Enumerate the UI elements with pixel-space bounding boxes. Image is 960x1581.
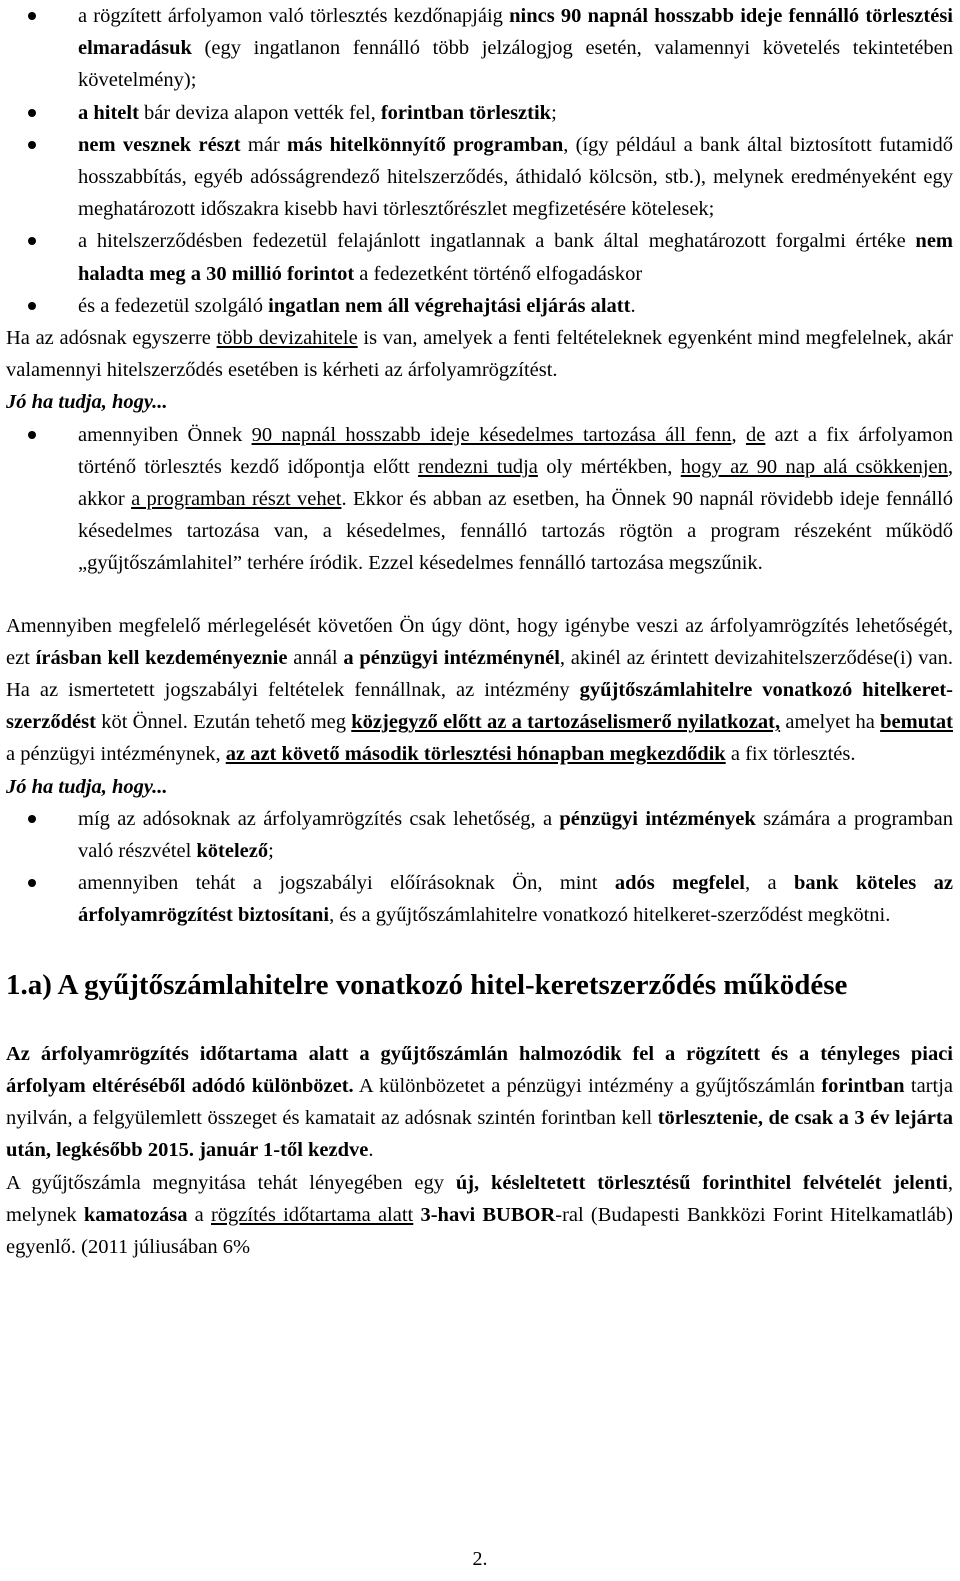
text-run: ;	[268, 840, 274, 863]
text-run: kötelező	[196, 840, 269, 863]
text-run: a rögzített árfolyamon való törlesztés kezdőnapjáig	[78, 5, 510, 27]
page-number: 2.	[472, 1548, 488, 1570]
text-run: míg az adósoknak az árfolyamrögzítés csak lehetőség, a	[78, 807, 560, 830]
multiple-loans-paragraph	[6, 322, 953, 386]
text-run: Az árfolyamrögzítés időtartama alatt a gyűjtőszámlán halmozódik fel a rögzített és a tényleges piaci árfolyam eltéréséből adódó különbözet.	[6, 1042, 953, 1097]
bullet-icon	[28, 815, 36, 823]
text-run: ,	[731, 423, 746, 446]
text-run: és a fedezetül szolgáló	[78, 294, 269, 317]
text-run: , melynek	[6, 1171, 953, 1226]
text-run: A gyűjtőszámla megnyitása tehát lényegében egy	[6, 1171, 456, 1194]
text-run: a fix törlesztés.	[725, 743, 856, 766]
bullet-icon	[28, 109, 36, 117]
condition-text	[78, 5, 953, 91]
bullet-icon	[28, 302, 36, 310]
difference-paragraph	[6, 1038, 953, 1167]
text-run: más hitelkönnyítő programban	[287, 133, 564, 156]
text-run: Ha az adósnak egyszerre	[6, 327, 217, 350]
condition-text	[78, 102, 557, 124]
text-run: bank köteles az árfolyamrögzítést biztosítani	[78, 872, 953, 927]
text-run: nem haladta meg a 30 millió forintot	[78, 230, 953, 285]
text-run: a	[187, 1203, 211, 1226]
condition-text	[78, 230, 953, 284]
text-run: közjegyző előtt az a tartozáselismerő nyilatkozat,	[351, 711, 781, 734]
account-opening-paragraph	[6, 1167, 953, 1264]
good-to-know-text	[78, 808, 953, 862]
text-run: forintban	[821, 1074, 905, 1097]
text-run: több devizahitele	[216, 327, 358, 350]
text-run: A különbözetet a pénzügyi intézmény a gyűjtőszámlán	[353, 1074, 822, 1097]
text-run: bár deviza alapon vették fel,	[138, 101, 381, 124]
text-run: új, késleltetett törlesztésű forinthitel felvételét jelenti	[455, 1171, 948, 1194]
text-run: rögzítés időtartama alatt	[210, 1203, 414, 1226]
text-run: . Ekkor és abban az esetben, ha Önnek 90 napnál rövidebb ideje fennálló késedelmes tartozása van, a késedelmes, fennálló tartozás rögtön a program részeként működő „gyűjtőszámlahitel” terhére íródik. Ezzel késedelmes fennálló tartozása megszűnik.	[78, 488, 953, 575]
text-run: .	[368, 1139, 374, 1162]
condition-item-4	[6, 225, 953, 289]
condition-text	[78, 134, 953, 220]
condition-item-3	[6, 129, 953, 226]
text-run: kamatozása	[83, 1203, 188, 1226]
text-run: forintban törlesztik	[380, 101, 552, 124]
text-run: , a	[744, 872, 795, 895]
document-page	[6, 0, 953, 1263]
text-run: hogy az 90 nap alá csökkenjen	[680, 455, 948, 478]
text-run: bemutat	[880, 711, 954, 734]
bullet-icon	[28, 431, 36, 439]
text-run: a hitelszerződésben fedezetül felajánlott ingatlannak a bank által meghatározott forgalmi értéke	[78, 230, 916, 253]
eligibility-conditions-list	[6, 0, 953, 322]
good-to-know-text	[78, 424, 953, 575]
text-run: adós megfelel	[614, 872, 745, 895]
text-run: írásban kell kezdeményeznie	[35, 646, 288, 669]
text-run: a pénzügyi intézménynek,	[6, 743, 226, 766]
bullet-icon	[28, 141, 36, 149]
application-paragraph	[6, 610, 953, 771]
text-run: , akkor	[78, 455, 953, 511]
text-run: , akinél az érintett devizahitelszerződése(i) van. Ha az ismertetett jogszabályi feltételek fennállnak, az intézmény	[6, 646, 953, 702]
text-run: 90 napnál hosszabb ideje késedelmes tartozása áll fenn	[251, 423, 732, 446]
text-run: ;	[551, 101, 557, 124]
good-to-know-item	[6, 803, 953, 867]
text-run: , (így például a bank által biztosított futamidő hosszabbítás, egyéb adósságrendező hitelszerződés, áthidaló kölcsön, stb.), melynek eredményeként egy meghatározott időszakra kisebb havi törlesztőrészlet megfizetésére kötelesek;	[78, 133, 953, 221]
text-run: rendezni tudja	[418, 455, 538, 478]
bullet-icon	[28, 237, 36, 245]
text-run: gyűjtőszámlahitelre vonatkozó hitelkeret-szerződést	[6, 679, 953, 734]
text-run: a programban részt vehet	[131, 488, 342, 511]
text-run: az azt követő második törlesztési hónapban megkezdődik	[225, 743, 726, 766]
section-heading: 1.a) A gyűjtőszámlahitelre vonatkozó hitel-keretszerződés működése	[6, 968, 848, 1001]
good-to-know-label-2: Jó ha tudja, hogy...	[6, 775, 168, 798]
text-run: is van, amelyek a fenti feltételeknek egyenként mind megfelelnek, akár valamennyi hitelszerződés esetében is kérheti az árfolyamrögzítést.	[6, 327, 953, 382]
text-run: oly mértékben,	[537, 455, 681, 478]
text-run: köt Önnel. Ezután tehető meg	[95, 711, 352, 734]
good-to-know-list-1	[6, 419, 953, 580]
text-run: tartja nyilván, a felgyülemlett összeget és kamatait az adósnak szintén forintban kell	[6, 1074, 953, 1130]
condition-item-5	[6, 290, 953, 322]
bullet-icon	[28, 879, 36, 887]
text-run: amennyiben tehát a jogszabályi előírásoknak Ön, mint	[78, 872, 615, 895]
text-run: 3-havi BUBOR	[420, 1203, 556, 1226]
text-run: a fedezetként történő elfogadáskor	[354, 262, 643, 285]
text-run: ingatlan nem áll végrehajtási eljárás alatt	[268, 294, 631, 317]
text-run: a pénzügyi intézménynél	[343, 646, 560, 669]
text-run: már	[240, 133, 288, 156]
text-run: (egy ingatlanon fennálló több jelzálogjog esetén, valamennyi követelés tekintetében követelmény);	[78, 37, 953, 92]
text-run: Amennyiben megfelelő mérlegelését követően Ön úgy dönt, hogy igénybe veszi az árfolyamrögzítés lehetőségét, ezt	[6, 614, 953, 669]
text-run: törlesztenie, de csak a 3 év lejárta után, legkésőbb 2015. január 1-től kezdve	[6, 1107, 954, 1162]
condition-item-2	[6, 97, 953, 129]
condition-text	[78, 295, 636, 317]
good-to-know-label-1: Jó ha tudja, hogy...	[6, 391, 168, 414]
text-run: amelyet ha	[780, 711, 881, 734]
text-run: azt a fix árfolyamon történő törlesztés kezdő időpontja előtt	[78, 423, 954, 478]
good-to-know-item	[6, 419, 953, 580]
text-run: , és a gyűjtőszámlahitelre vonatkozó hitelkeret-szerződést megkötni.	[329, 904, 891, 927]
text-run: -ral (Budapesti Bankközi Forint Hitelkamatláb) egyenlő. (2011 júliusában 6%	[6, 1203, 954, 1258]
good-to-know-item	[6, 867, 953, 931]
text-run: amennyiben Önnek	[78, 423, 252, 446]
text-run: számára a programban való részvétel	[78, 807, 953, 863]
good-to-know-text	[78, 872, 953, 926]
text-run: nincs 90 napnál hosszabb ideje fennálló törlesztési elmaradásuk	[78, 5, 953, 60]
good-to-know-list-2	[6, 803, 953, 932]
text-run: .	[630, 294, 636, 317]
text-run: annál	[287, 646, 344, 669]
text-run: pénzügyi intézmények	[559, 807, 756, 830]
bullet-icon	[28, 12, 36, 20]
text-run: de	[745, 423, 766, 446]
text-run: a hitelt	[78, 101, 139, 124]
text-run: nem vesznek részt	[78, 133, 241, 156]
condition-item-1	[6, 0, 953, 97]
